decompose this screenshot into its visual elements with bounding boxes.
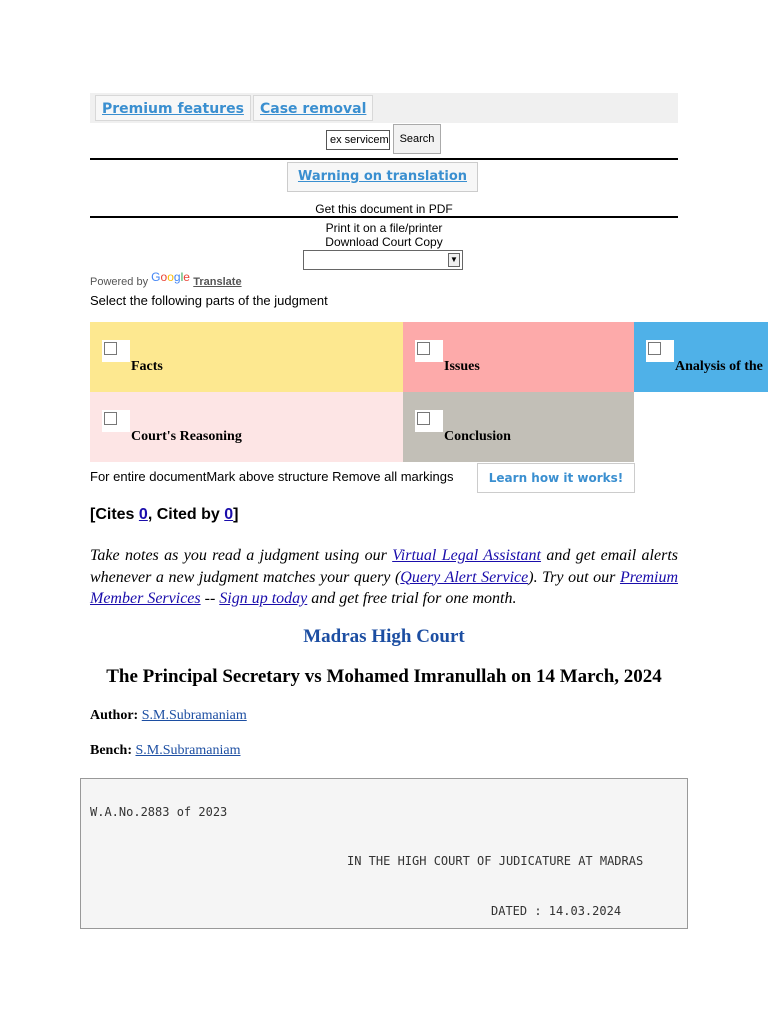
court-copy-select[interactable]: [303, 250, 463, 270]
part-courts-reasoning[interactable]: [90, 392, 403, 462]
promo-text: and get free trial for one month.: [307, 590, 517, 607]
promo-text: --: [200, 590, 220, 607]
marking-controls: [90, 469, 453, 484]
sign-up-today-link[interactable]: Sign up today: [219, 590, 308, 607]
conclusion-checkbox[interactable]: [417, 412, 430, 425]
case-number: W.A.No.2883 of 2023: [90, 805, 228, 819]
tab-premium-features[interactable]: Premium features: [95, 95, 251, 121]
part-conclusion[interactable]: [403, 392, 634, 462]
mark-structure-link[interactable]: Mark above structure: [206, 469, 329, 484]
facts-checkbox[interactable]: [104, 342, 117, 355]
print-link[interactable]: Print it on a file/printer: [325, 221, 443, 235]
analysis-checkbox[interactable]: [648, 342, 661, 355]
divider: [90, 216, 678, 218]
search-input[interactable]: ex servicem: [326, 130, 390, 150]
powered-by-text: Powered by: [90, 276, 149, 288]
promo-paragraph: [90, 545, 678, 610]
cites-prefix: [Cites: [90, 506, 139, 523]
cited-by-link[interactable]: 0: [224, 506, 234, 523]
cites-summary: [90, 506, 239, 524]
analysis-label: Analysis of the: [675, 359, 763, 374]
bench-link[interactable]: S.M.Subramaniam: [135, 743, 241, 758]
author-line: [90, 708, 247, 724]
remove-markings-link[interactable]: Remove all markings: [332, 469, 454, 484]
premium-member-services-link[interactable]: Premium Member Services: [90, 568, 679, 607]
search-button[interactable]: Search: [393, 124, 441, 154]
learn-how-it-works-button[interactable]: Learn how it works!: [477, 463, 635, 493]
courts-reasoning-checkbox[interactable]: [104, 412, 117, 425]
virtual-legal-assistant-link[interactable]: Virtual Legal Assistant: [392, 547, 542, 564]
divider: [90, 158, 678, 160]
cites-suffix: ]: [233, 506, 239, 523]
promo-text: and get email alerts whenever a new judgment matches your query (: [90, 547, 679, 586]
get-pdf-link[interactable]: Get this document in PDF: [315, 202, 453, 216]
part-issues[interactable]: [403, 322, 634, 392]
cites-mid: , Cited by: [147, 506, 225, 523]
top-tabs-bar: [90, 93, 678, 123]
translate-link[interactable]: Translate: [193, 276, 242, 288]
part-analysis[interactable]: [634, 322, 768, 392]
select-parts-label: Select the following parts of the judgment: [90, 293, 328, 308]
conclusion-label: Conclusion: [444, 429, 511, 444]
courts-reasoning-label: Court's Reasoning: [131, 429, 242, 444]
warning-on-translation-button[interactable]: Warning on translation: [287, 162, 478, 192]
cites-link[interactable]: 0: [138, 506, 148, 523]
entire-document-link[interactable]: For entire document: [90, 469, 207, 484]
issues-label: Issues: [444, 359, 480, 374]
tab-case-removal[interactable]: Case removal: [253, 95, 373, 121]
chevron-down-icon: ▼: [448, 253, 460, 267]
promo-text: Take notes as you read a judgment using our: [90, 547, 393, 564]
google-translate-credit: [90, 270, 242, 288]
bench-line: [90, 743, 241, 759]
document-title: The Principal Secretary vs Mohamed Imranullah on 14 March, 2024: [106, 666, 662, 687]
query-alert-service-link[interactable]: Query Alert Service: [400, 568, 529, 586]
court-heading: IN THE HIGH COURT OF JUDICATURE AT MADRAS: [347, 854, 644, 868]
author-label: Author:: [90, 708, 142, 723]
issues-checkbox[interactable]: [417, 342, 430, 355]
part-facts[interactable]: [90, 322, 403, 392]
facts-label: Facts: [131, 359, 163, 374]
author-link[interactable]: S.M.Subramaniam: [141, 708, 247, 723]
promo-text: ). Try out our: [528, 568, 620, 586]
court-name: Madras High Court: [303, 626, 465, 647]
dated-line: DATED : 14.03.2024: [491, 904, 622, 918]
judgment-text-box: [80, 778, 688, 929]
bench-label: Bench:: [90, 743, 136, 758]
google-logo-icon: Google: [151, 270, 190, 284]
download-court-copy-link[interactable]: Download Court Copy: [325, 235, 443, 249]
